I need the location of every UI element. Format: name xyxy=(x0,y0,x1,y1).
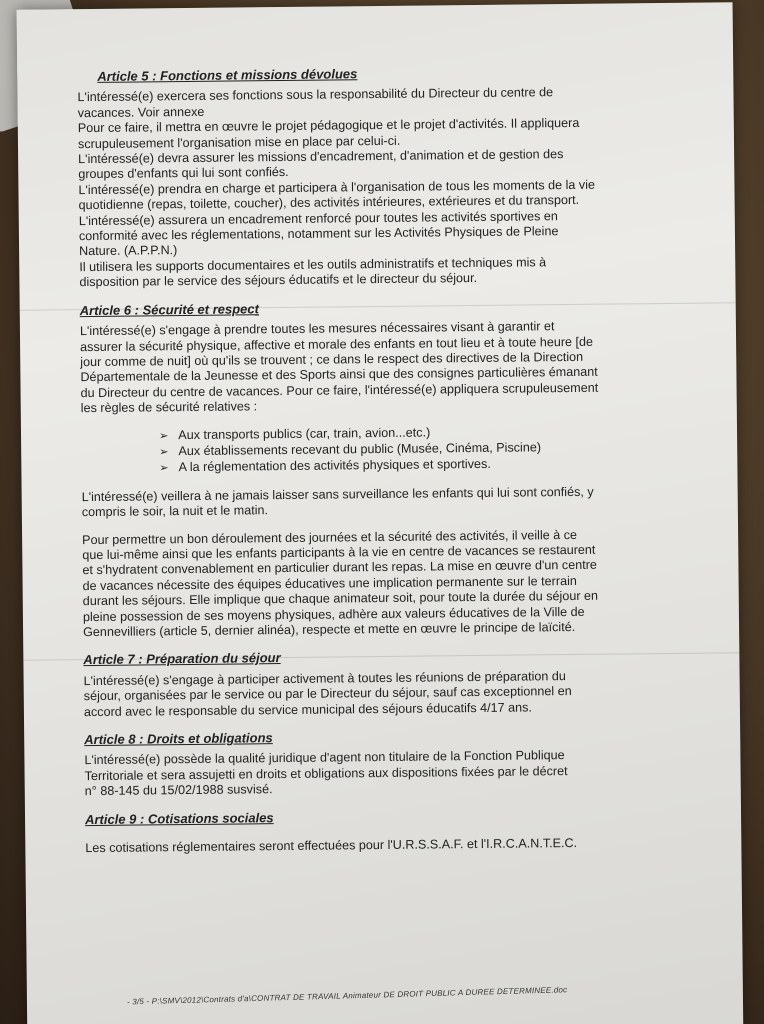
list-item: ➢ A la réglementation des activités physiques et sportives. xyxy=(159,455,681,477)
text-line: L'intéressé(e) devra assurer les missions d'encadrement, d'animation et de gestion des xyxy=(78,147,564,167)
text-line: séjour, organisées par le service ou par le Directeur du séjour, sauf cas exceptionnel en xyxy=(83,684,572,704)
text-line: L'intéressé(e) veillera à ne jamais laisser sans surveillance les enfants qui lui sont confiés, y xyxy=(81,484,594,504)
article-9-text xyxy=(85,835,685,857)
article-9-heading: Article 9 : Cotisations sociales xyxy=(84,809,274,827)
article-9 xyxy=(85,805,685,856)
article-8-text xyxy=(84,747,684,799)
text-line: du Directeur du centre de vacances. Pour ce faire, l'intéressé(e) appliquera scrupuleusement xyxy=(80,380,599,400)
text-line: jour comme de nuit] où qu'ils se trouvent ; ce dans le respect des directives de la Direction xyxy=(80,349,584,370)
article-6-text-3 xyxy=(82,526,683,640)
text-line: disposition par le service des séjours éducatifs et le directeur du séjour. xyxy=(79,271,478,290)
text-line: scrupuleusement l'organisation mise en place par celui-ci. xyxy=(77,133,401,151)
article-8 xyxy=(84,726,685,800)
article-8-heading: Article 8 : Droits et obligations xyxy=(84,730,273,748)
text-line: Nature. (A.P.P.N.) xyxy=(79,243,178,259)
article-5-heading: Article 5 : Fonctions et missions dévolues xyxy=(97,66,358,84)
article-5-text xyxy=(77,84,679,291)
article-7-text xyxy=(84,668,684,720)
text-line: L'intéressé(e) s'engage à participer activement à toutes les réunions de préparation du xyxy=(83,668,566,688)
article-5 xyxy=(77,63,679,291)
text-line: de vacances nécessite des équipes éducatives une implication permanente sur le terrain xyxy=(82,573,577,593)
text-line: accord avec le responsable du service municipal des séjours éducatifs 4/17 ans. xyxy=(83,700,533,719)
text-line: Les cotisations réglementaires seront effectuées pour l'U.R.S.S.A.F. et l'I.R.C.A.N.T.E.C. xyxy=(85,836,578,856)
text-line: L'intéressé(e) possède la qualité juridique d'agent non titulaire de la Fonction Publique xyxy=(84,748,565,768)
article-7-heading: Article 7 : Préparation du séjour xyxy=(83,650,281,668)
text-line: conformité avec les réglementations, notamment sur les Activités Physiques de Pleine xyxy=(78,224,559,244)
text-line: vacances. Voir annexe xyxy=(77,104,205,120)
text-line: compris le soir, la nuit et le matin. xyxy=(81,503,269,520)
text-line: Il utilisera les supports documentaires et les outils administratifs et techniques mis à xyxy=(79,255,547,275)
article-6-heading: Article 6 : Sécurité et respect xyxy=(79,300,259,318)
text-line: groupes d'enfants qui lui sont confiés. xyxy=(78,165,289,182)
text-line: durant les séjours. Elle implique que chaque animateur soit, pour toute la durée du séjour en xyxy=(82,588,599,609)
text-line: L'intéressé(e) assurera un encadrement renforcé pour toutes les activités sportives en xyxy=(78,208,558,228)
text-line: n° 88-145 du 15/02/1988 susvisé. xyxy=(84,782,273,799)
text-line: Départementale de la Jeunesse et des Sports ainsi que des consignes particulières émanant xyxy=(80,365,598,385)
article-7 xyxy=(83,646,684,720)
article-6 xyxy=(80,297,684,641)
text-line: L'intéressé(e) exercera ses fonctions sous la responsabilité du Directeur du centre de xyxy=(77,85,554,105)
text-line: Pour ce faire, il mettra en œuvre le projet pédagogique et le projet d'activités. Il appliquera xyxy=(77,116,580,136)
article-6-text-2 xyxy=(82,484,682,521)
page-footer: - 3/5 - P:\SMV\2012\Contrats d'a\CONTRAT DE TRAVAIL Animateur DE DROIT PUBLIC A DUREE DETERMINEE.doc xyxy=(126,985,568,1007)
safety-rules-list xyxy=(159,422,681,477)
text-line: Gennevilliers (article 5, dernier alinéa), respecte et mette en œuvre le principe de laïcité. xyxy=(83,619,576,640)
document-page xyxy=(17,2,744,1024)
text-line: pleine possession de ses moyens physiques, adhère aux valeurs éducatives de la Ville de xyxy=(82,604,585,624)
article-6-text-1 xyxy=(80,318,681,417)
text-line: assurer la sécurité physique, affective et morale des enfants en tout lieu et à toute heure [de xyxy=(80,334,594,354)
list-item: ➢ Aux établissements recevant du public (Musée, Cinéma, Piscine) xyxy=(159,439,681,461)
text-line: L'intéressé(e) prendra en charge et participera à l'organisation de tous les moments de la vie xyxy=(78,177,596,197)
text-line: que lui-même ainsi que les enfants participants à la vie en centre de vacances se restaurent xyxy=(82,542,596,563)
text-line: L'intéressé(e) s'engage à prendre toutes les mesures nécessaires visant à garantir et xyxy=(79,319,555,339)
text-line: les règles de sécurité relatives : xyxy=(80,399,258,416)
text-line: Territoriale et sera assujetti en droits et obligations aux dispositions fixées par le décret xyxy=(84,763,568,783)
text-line: quotidienne (repas, toilette, coucher), des activités intérieures, extérieures et du transport. xyxy=(78,193,580,213)
text-line: et s'hydratent convenablement en particulier durant les repas. La mise en œuvre d'un centre xyxy=(82,558,597,578)
text-line: Pour permettre un bon déroulement des journées et la sécurité des activités, il veille à ce xyxy=(82,527,578,547)
document-body xyxy=(77,63,685,869)
list-item: ➢ Aux transports publics (car, train, avion...etc.) xyxy=(159,422,681,444)
